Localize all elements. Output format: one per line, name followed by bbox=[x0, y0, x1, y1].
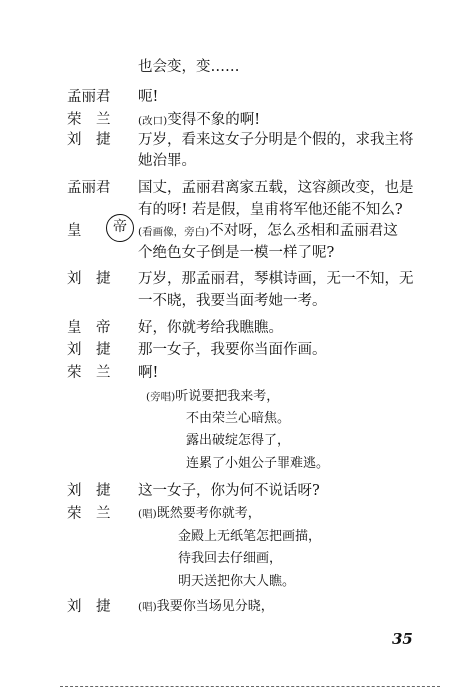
circled-character: 帝 bbox=[106, 214, 134, 242]
speaker-name: 皇 bbox=[67, 223, 82, 239]
dialogue-text: 也会变，变…… bbox=[138, 59, 240, 75]
dialogue-text: 呃! bbox=[138, 89, 159, 105]
dialogue-text: 有的呀! 若是假，皇甫将军他还能不知么? bbox=[138, 202, 403, 218]
script-line bbox=[138, 88, 158, 106]
page-divider bbox=[60, 686, 440, 687]
script-line bbox=[138, 341, 327, 359]
dialogue-text: 个绝色女子倒是一模一样了呢? bbox=[138, 245, 335, 261]
script-line bbox=[138, 319, 283, 337]
speaker-name: 皇 帝 bbox=[67, 320, 111, 336]
speaker-name: 荣 兰 bbox=[67, 365, 111, 381]
dialogue-text: 那一女子，我要你当面作画。 bbox=[138, 342, 327, 358]
script-line bbox=[138, 292, 327, 310]
dialogue-text: 她治罪。 bbox=[138, 153, 196, 169]
stage-direction: (旁唱) bbox=[146, 391, 176, 403]
dialogue-text: 这一女子，你为何不说话呀? bbox=[138, 483, 320, 499]
speaker-name: 刘 捷 bbox=[67, 599, 111, 615]
script-line bbox=[138, 505, 261, 523]
script-line bbox=[138, 179, 414, 197]
script-line bbox=[138, 270, 414, 288]
script-line bbox=[178, 528, 321, 546]
script-line bbox=[138, 598, 274, 616]
speaker-name: 刘 捷 bbox=[67, 132, 111, 148]
lyric-text: 我要你当场见分晓， bbox=[156, 599, 274, 614]
dialogue-text: 变得不象的啊! bbox=[167, 112, 261, 128]
script-line bbox=[146, 388, 279, 406]
script-line bbox=[138, 152, 196, 170]
lyric-text: 既然要考你就考， bbox=[156, 506, 261, 521]
speaker-name: 孟丽君 bbox=[67, 89, 111, 105]
lyric-text: 不由荣兰心暗焦。 bbox=[186, 411, 291, 426]
lyric-text: 连累了小姐公子罪难逃。 bbox=[186, 456, 330, 471]
stage-direction: (改口) bbox=[138, 115, 168, 127]
script-line bbox=[138, 131, 414, 149]
dialogue-text: 好，你就考给我瞧瞧。 bbox=[138, 320, 283, 336]
speaker-name: 荣 兰 bbox=[67, 112, 111, 128]
dialogue-text: 万岁，看来这女子分明是个假的，求我主将 bbox=[138, 132, 414, 148]
script-line bbox=[138, 58, 240, 76]
lyric-text: 明天送把你大人瞧。 bbox=[178, 574, 296, 589]
script-line bbox=[138, 482, 320, 500]
lyric-text: 金殿上无纸笔怎把画描， bbox=[178, 529, 322, 544]
dialogue-text: 啊! bbox=[138, 365, 159, 381]
speaker-name: 刘 捷 bbox=[67, 483, 111, 499]
speaker-name: 刘 捷 bbox=[67, 342, 111, 358]
stage-direction: (唱) bbox=[138, 601, 157, 613]
script-line bbox=[186, 410, 290, 428]
script-line bbox=[178, 550, 282, 568]
dialogue-text: 一不晓，我要当面考她一考。 bbox=[138, 293, 327, 309]
dialogue-text: 国丈，孟丽君离家五载，这容颜改变，也是 bbox=[138, 180, 414, 196]
script-line bbox=[138, 244, 334, 262]
lyric-text: 听说要把我来考， bbox=[175, 389, 280, 404]
stage-direction: (唱) bbox=[138, 508, 157, 520]
dialogue-text: 不对呀，怎么丞相和孟丽君这 bbox=[209, 223, 398, 239]
lyric-text: 露出破绽怎得了， bbox=[186, 433, 291, 448]
lyric-text: 待我回去仔细画， bbox=[178, 551, 283, 566]
script-line bbox=[178, 573, 295, 591]
script-line bbox=[138, 111, 260, 130]
speaker-name: 刘 捷 bbox=[67, 271, 111, 287]
script-line bbox=[138, 364, 158, 382]
page-number: 35 bbox=[392, 630, 413, 648]
script-line bbox=[186, 455, 329, 473]
script-line bbox=[138, 222, 398, 241]
speaker-name: 孟丽君 bbox=[67, 180, 111, 196]
script-line bbox=[186, 432, 290, 450]
speaker-name: 荣 兰 bbox=[67, 506, 111, 522]
script-line bbox=[138, 201, 403, 219]
stage-direction: (看画像，旁白) bbox=[138, 226, 210, 238]
dialogue-text: 万岁，那孟丽君，琴棋诗画，无一不知，无 bbox=[138, 271, 414, 287]
